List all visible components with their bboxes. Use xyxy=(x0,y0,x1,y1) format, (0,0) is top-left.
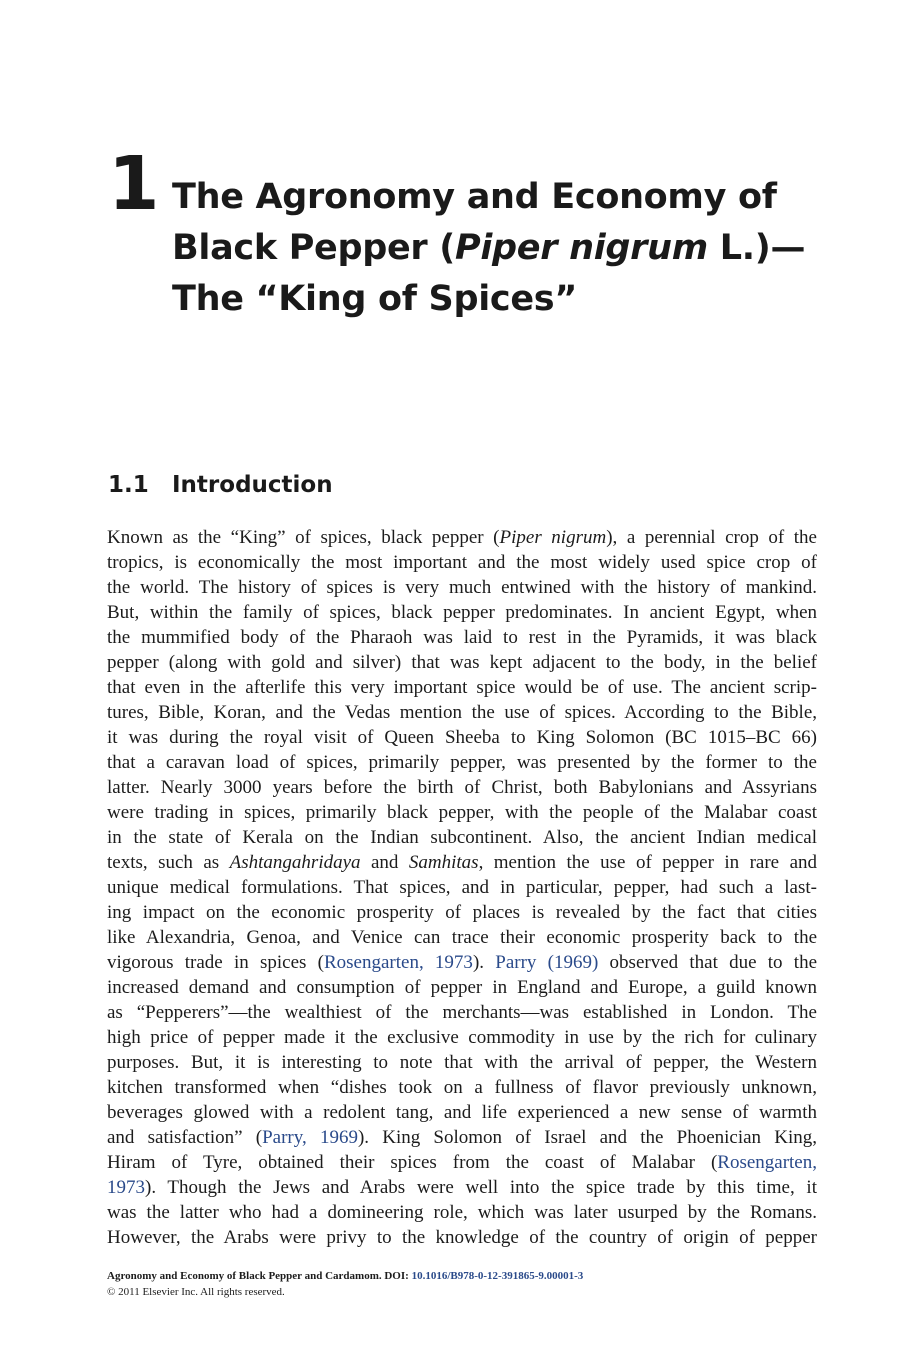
chapter-title-line-1: The Agronomy and Economy of xyxy=(172,177,777,217)
text-line: Hiram of Tyre, obtained their spices from the coast of Malabar (Rosengarten, xyxy=(107,1152,817,1173)
text-line: texts, such as Ashtangahridaya and Samhitas, mention the use of pepper in rare and xyxy=(107,852,817,873)
page-footer xyxy=(107,1268,817,1300)
text-line: Known as the “King” of spices, black pepper (Piper nigrum), a perennial crop of the xyxy=(107,527,817,548)
text-line: latter. Nearly 3000 years before the birth of Christ, both Babylonians and Assyrians xyxy=(107,777,817,798)
citation-link[interactable]: Parry (1969) xyxy=(495,952,599,973)
chapter-title-species: Piper nigrum xyxy=(454,228,708,268)
section-heading xyxy=(108,470,333,500)
chapter-title-line-2 xyxy=(172,223,812,274)
doi-link[interactable]: 10.1016/B978-0-12-391865-9.00001-3 xyxy=(411,1270,584,1282)
chapter-number: 1 xyxy=(108,141,160,227)
citation-link[interactable]: 1973 xyxy=(107,1177,145,1198)
text-line: high price of pepper made it the exclusive commodity in use by the rich for culinary xyxy=(107,1027,817,1048)
text-line: that even in the afterlife this very important spice would be of use. The ancient scrip- xyxy=(107,677,817,698)
chapter-title xyxy=(172,172,812,325)
chapter-title-text: Black Pepper ( xyxy=(172,228,455,268)
text-line: pepper (along with gold and silver) that was kept adjacent to the body, in the belief xyxy=(107,652,817,673)
text-line: was the latter who had a domineering role, which was later usurped by the Romans. xyxy=(107,1202,817,1223)
text-line: like Alexandria, Genoa, and Venice can trace their economic prosperity back to the xyxy=(107,927,817,948)
text-line: the mummified body of the Pharaoh was laid to rest in the Pyramids, it was black xyxy=(107,627,817,648)
text-line: tropics, is economically the most important and the most widely used spice crop of xyxy=(107,552,817,573)
text-title: Ashtangahridaya xyxy=(229,852,361,873)
text-line: purposes. But, it is interesting to note that with the arrival of pepper, the Western xyxy=(107,1052,817,1073)
text-line: However, the Arabs were privy to the knowledge of the country of origin of pepper xyxy=(107,1227,817,1248)
footer-book-title: Agronomy and Economy of Black Pepper and Cardamom. DOI: xyxy=(107,1270,412,1282)
section-title: Introduction xyxy=(172,472,333,498)
text-line: ing impact on the economic prosperity of places is revealed by the fact that cities xyxy=(107,902,817,923)
citation-link[interactable]: Rosengarten, 1973 xyxy=(323,952,473,973)
text-line: and satisfaction” (Parry, 1969). King Solomon of Israel and the Phoenician King, xyxy=(107,1127,817,1148)
footer-source-line xyxy=(107,1268,817,1284)
text-line: beverages glowed with a redolent tang, and life experienced a new sense of warmth xyxy=(107,1102,817,1123)
text-line: were trading in spices, primarily black pepper, with the people of the Malabar coast xyxy=(107,802,817,823)
chapter-title-text: L.)— xyxy=(707,228,806,268)
chapter-title-line-3: The “King of Spices” xyxy=(172,279,578,319)
text-line: it was during the royal visit of Queen Sheeba to King Solomon (BC 1015–BC 66) xyxy=(107,727,817,748)
text-line: the world. The history of spices is very much entwined with the history of mankind. xyxy=(107,577,817,598)
text-line: 1973). Though the Jews and Arabs were well into the spice trade by this time, it xyxy=(107,1177,817,1198)
text-line: increased demand and consumption of pepper in England and Europe, a guild known xyxy=(107,977,817,998)
citation-link[interactable]: Parry, 1969 xyxy=(262,1127,358,1148)
text-line: unique medical formulations. That spices, and in particular, pepper, had such a last- xyxy=(107,877,817,898)
text-line: kitchen transformed when “dishes took on a fullness of flavor previously unknown, xyxy=(107,1077,817,1098)
citation-link[interactable]: Rosengarten, xyxy=(717,1152,817,1173)
text-line: as “Pepperers”—the wealthiest of the merchants—was established in London. The xyxy=(107,1002,817,1023)
text-title: Samhitas xyxy=(408,852,479,873)
species-name: Piper nigrum xyxy=(499,527,607,548)
text-line: that a caravan load of spices, primarily pepper, was presented by the former to the xyxy=(107,752,817,773)
text-line: tures, Bible, Koran, and the Vedas mention the use of spices. According to the Bible, xyxy=(107,702,817,723)
text-line: in the state of Kerala on the Indian subcontinent. Also, the ancient Indian medical xyxy=(107,827,817,848)
text-line: But, within the family of spices, black pepper predominates. In ancient Egypt, when xyxy=(107,602,817,623)
text-line: vigorous trade in spices (Rosengarten, 1973). Parry (1969) observed that due to the xyxy=(107,952,817,973)
section-number: 1.1 xyxy=(108,472,149,498)
body-paragraph xyxy=(107,525,817,1250)
footer-copyright: © 2011 Elsevier Inc. All rights reserved. xyxy=(107,1286,285,1298)
